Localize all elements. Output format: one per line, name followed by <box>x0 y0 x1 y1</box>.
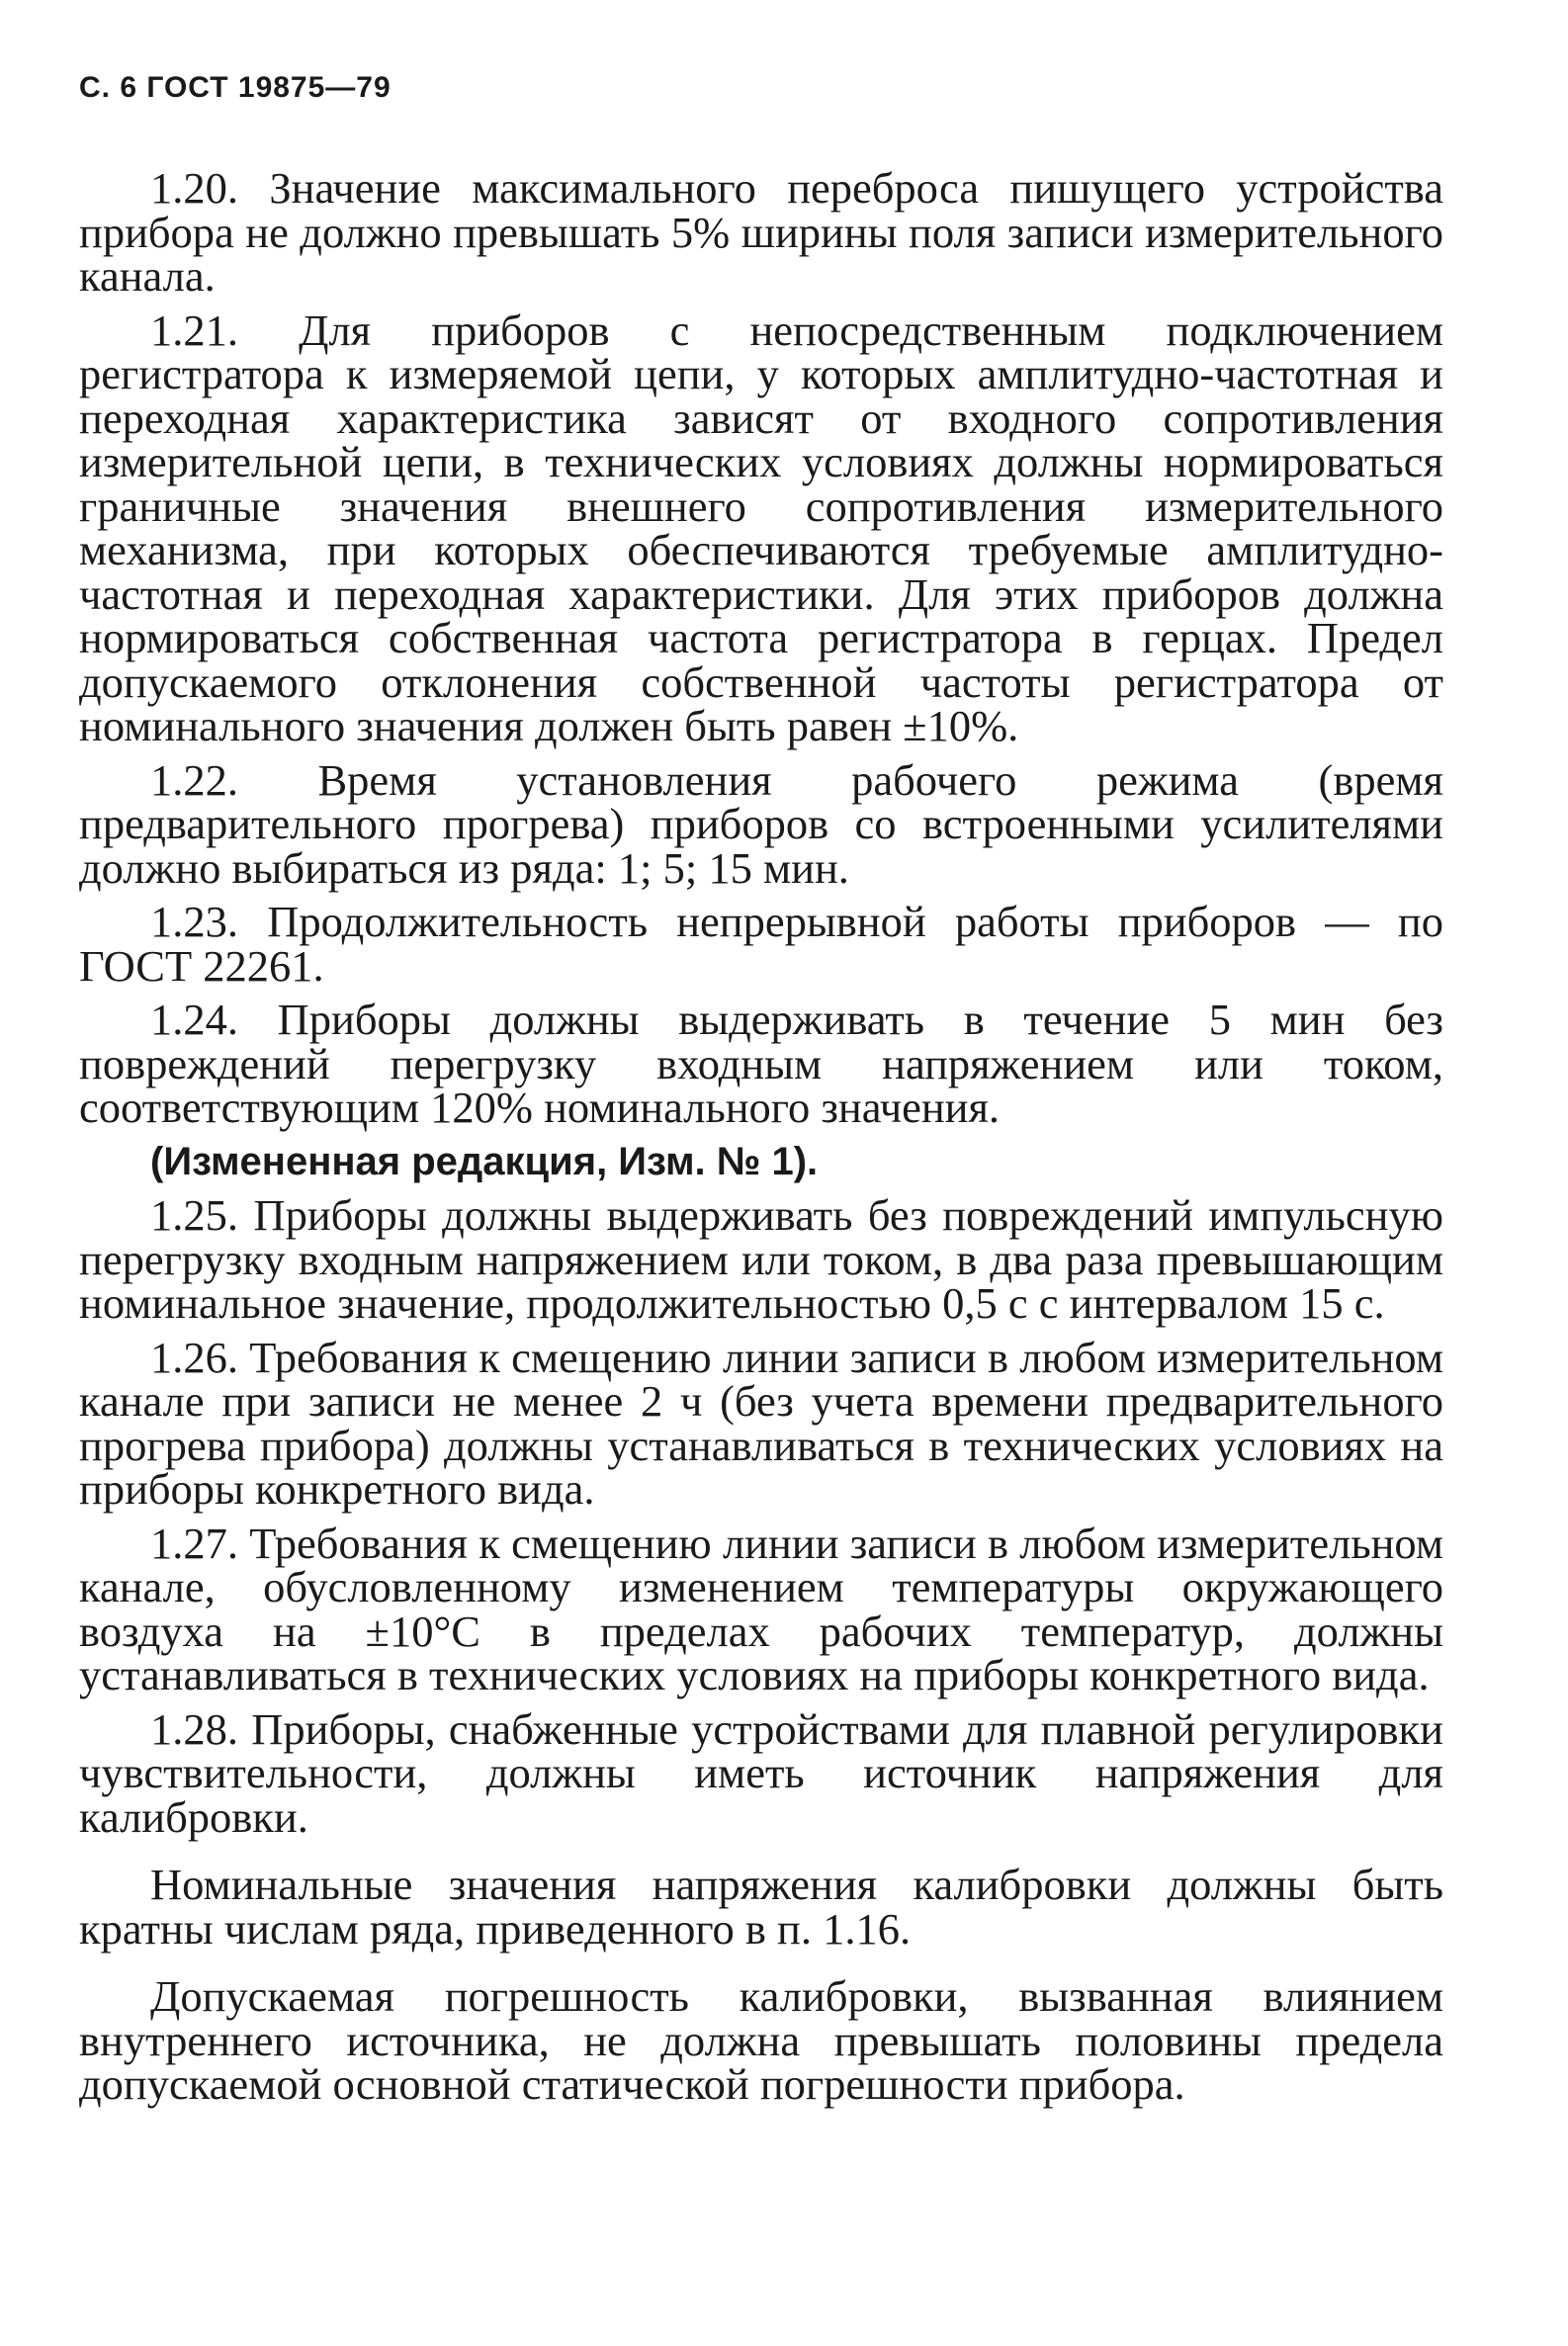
paragraph-1-27: 1.27. Требования к смещению линии записи в любом измерительном канале, обусловленному изменением температуры окружающего воздуха на ±10°С в пределах рабочих температур, должны устанавливаться в технических условиях на приборы конкретного вида. <box>79 1518 1443 1699</box>
paragraph-1-21: 1.21. Для приборов с непосредственным подключением регистратора к измеряемой цепи, у которых амплитудно-частотная и переходная характеристика зависят от входного сопротивления измерительной цепи, в технических условиях должны нормироваться граничные значения внешнего сопротивления измерительного механизма, при которых обеспечиваются требуемые амплитудно-частотная и переходная характеристики. Для этих приборов должна нормироваться собственная частота регистратора в герцах. Предел допускаемого отклонения собственной частоты регистратора от номинального значения должен быть равен ±10%. <box>79 304 1443 750</box>
paragraph-1-24: 1.24. Приборы должны выдерживать в течение 5 мин без повреждений перегрузку входным напряжением или током, соответствующим 120% номинального значения. <box>79 995 1443 1132</box>
paragraph-1-23: 1.23. Продолжительность непрерывной работы приборов — по ГОСТ 22261. <box>79 897 1443 991</box>
paragraph-1-25: 1.25. Приборы должны выдерживать без повреждений импульсную перегрузку входным напряжением или током, в два раза превышающим номинальное значение, продолжительностью 0,5 с с интервалом 15 с. <box>79 1190 1443 1328</box>
paragraph-1-22: 1.22. Время установления рабочего режима (время предварительного прогрева) приборов со встроенными усилителями должно выбираться из ряда: 1; 5; 15 мин. <box>79 754 1443 893</box>
paragraph-calibration-values: Номинальные значения напряжения калибровки должны быть кратны числам ряда, приведенного в п. 1.16. <box>79 1860 1443 1954</box>
paragraph-1-26: 1.26. Требования к смещению линии записи в любом измерительном канале при записи не менее 2 ч (без учета времени предварительного прогрева прибора) должны устанавливаться в технических условиях на приборы конкретного вида. <box>79 1332 1443 1514</box>
document-body <box>79 163 1443 2130</box>
paragraph-1-28: 1.28. Приборы, снабженные устройствами для плавной регулировки чувствительности, должны иметь источник напряжения для калибровки. <box>79 1703 1443 1842</box>
page-header: С. 6 ГОСТ 19875—79 <box>79 71 392 104</box>
paragraph-1-20: 1.20. Значение максимального переброса пишущего устройства прибора не должно превышать 5% ширины поля записи измерительного канала. <box>79 163 1443 301</box>
paragraph-calibration-error: Допускаемая погрешность калибровки, вызванная влиянием внутреннего источника, не должна превышать половины предела допускаемой основной статической погрешности прибора. <box>79 1971 1443 2109</box>
amendment-note: (Измененная редакция, Изм. № 1). <box>150 1139 819 1183</box>
